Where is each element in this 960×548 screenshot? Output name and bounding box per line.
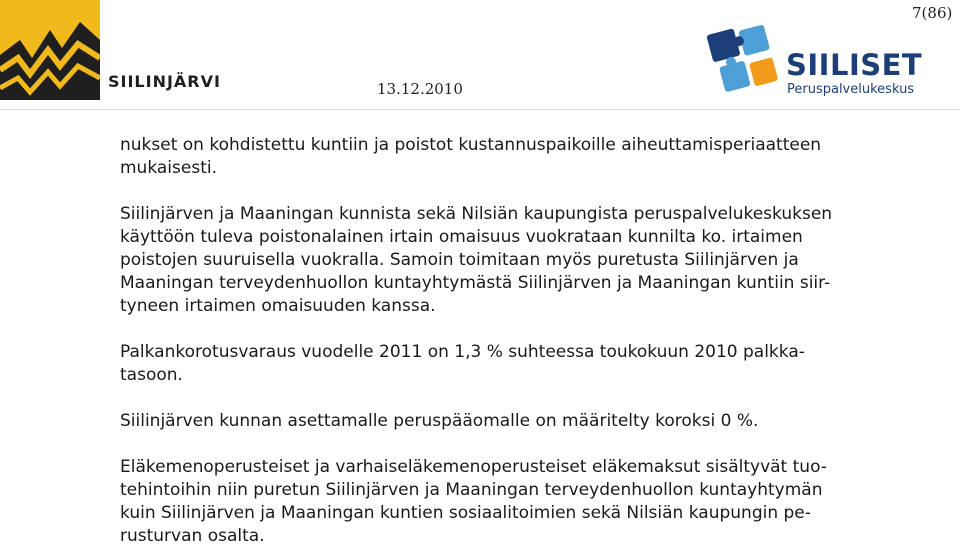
text-line: kuin Siilinjärven ja Maaningan kuntien sosiaalitoimien sekä Nilsiän kaupungin pe- — [120, 503, 811, 523]
paragraph-4 — [120, 410, 900, 433]
municipality-name: SIILINJÄRVI — [108, 72, 221, 91]
text-line: Palkankorotusvaraus vuodelle 2011 on 1,3 % suhteessa toukokuun 2010 palkka- — [120, 342, 805, 362]
text-line: Siilinjärven kunnan asettamalle peruspääomalle on määritelty koroksi 0 %. — [120, 411, 759, 431]
brand-subtitle: Peruspalvelukeskus — [787, 82, 915, 97]
paragraph-5 — [120, 456, 900, 548]
text-line: tyneen irtaimen omaisuuden kanssa. — [120, 296, 436, 316]
document-body — [120, 134, 900, 548]
text-line: mukaisesti. — [120, 158, 217, 178]
text-line: nukset on kohdistettu kuntiin ja poistot kustannuspaikoille aiheuttamisperiaatteen — [120, 135, 822, 155]
text-line: tasoon. — [120, 365, 183, 385]
brand-name: SIILISET — [786, 48, 923, 82]
puzzle-pieces-icon — [706, 20, 786, 100]
document-date: 13.12.2010 — [377, 80, 463, 98]
siiliset-logo — [706, 20, 923, 105]
text-line: tehintoihin niin puretun Siilinjärven ja Maaningan terveydenhuollon kuntayhtymän — [120, 480, 823, 500]
siilinjarvi-emblem-icon — [0, 0, 100, 100]
text-line: Maaningan terveydenhuollon kuntayhtymästä Siilinjärven ja Maaningan kuntiin siir- — [120, 273, 831, 293]
text-line: poistojen suuruisella vuokralla. Samoin toimitaan myös puretusta Siilinjärven ja — [120, 250, 799, 270]
page-number: 7(86) — [912, 4, 953, 22]
paragraph-3 — [120, 341, 900, 387]
header-divider — [0, 109, 960, 110]
siilinjarvi-logo — [0, 0, 230, 105]
text-line: Eläkemenoperusteiset ja varhaiseläkemenoperusteiset eläkemaksut sisältyvät tuo- — [120, 457, 827, 477]
paragraph-2 — [120, 203, 900, 318]
text-line: Siilinjärven ja Maaningan kunnista sekä Nilsiän kaupungista peruspalvelukeskuksen — [120, 204, 833, 224]
text-line: rusturvan osalta. — [120, 526, 265, 546]
text-line: käyttöön tuleva poistonalainen irtain omaisuus vuokrataan kunnilta ko. irtaimen — [120, 227, 803, 247]
paragraph-1 — [120, 134, 900, 180]
